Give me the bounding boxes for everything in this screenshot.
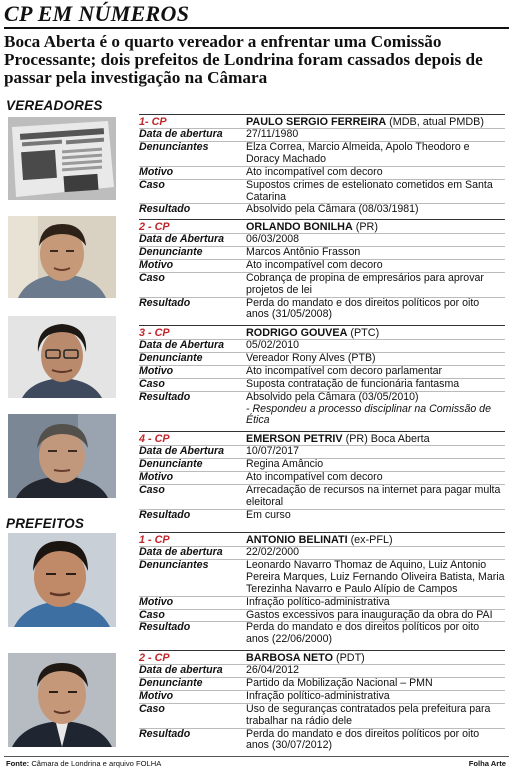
case-card-emerson-petriv bbox=[139, 431, 505, 521]
row-value: Absolvido pela Câmara (08/03/1981) bbox=[246, 203, 419, 216]
row-label: Resultado bbox=[139, 727, 191, 740]
footer-rule bbox=[4, 756, 509, 757]
row-label: Data de Abertura bbox=[139, 339, 224, 351]
section-heading-vereadores: VEREADORES bbox=[6, 98, 103, 113]
row-data-abertura bbox=[139, 233, 505, 246]
party-info: (PR) bbox=[352, 221, 378, 233]
row-resultado bbox=[139, 297, 505, 322]
row-resultado bbox=[139, 391, 505, 428]
person-name: EMERSON PETRIV bbox=[246, 433, 343, 445]
row-caso bbox=[139, 703, 505, 728]
title-rule bbox=[4, 27, 509, 29]
row-value: Ato incompatível com decoro bbox=[246, 165, 383, 178]
row-denunciante bbox=[139, 677, 505, 690]
art-credit: Folha Arte bbox=[468, 759, 506, 768]
person-name: ANTONIO BELINATI bbox=[246, 534, 348, 546]
row-resultado bbox=[139, 621, 505, 646]
row-label: Caso bbox=[139, 271, 165, 284]
row-label: Resultado bbox=[139, 203, 191, 216]
portrait-emerson-petriv bbox=[8, 414, 116, 498]
row-label: Motivo bbox=[139, 470, 174, 483]
row-label: Denunciante bbox=[139, 457, 203, 470]
row-value: Perda do mandato e dos direitos políticos por oito anos (31/05/2008) bbox=[246, 296, 480, 321]
row-value: Absolvido pela Câmara (03/05/2010) bbox=[246, 390, 419, 403]
section-heading-prefeitos: PREFEITOS bbox=[6, 516, 85, 531]
row-label: Motivo bbox=[139, 364, 174, 377]
party-info: (PR) Boca Aberta bbox=[342, 433, 430, 445]
row-value: Supostos crimes de estelionato cometidos em Santa Catarina bbox=[246, 178, 493, 203]
row-value: Infração político-administrativa bbox=[246, 595, 390, 608]
row-caso bbox=[139, 272, 505, 297]
row-label: Motivo bbox=[139, 689, 174, 702]
row-label: Caso bbox=[139, 608, 165, 621]
case-card-paulo-sergio-ferreira bbox=[139, 114, 505, 216]
row-value: Leonardo Navarro Thomaz de Aquino, Luiz Antonio Pereira Marques, Luiz Fernando Oliveira Batista, Maria Terezinha Navarro e Paulo Alípio de Campos bbox=[246, 558, 505, 595]
source-credit bbox=[6, 759, 161, 768]
cp-number: 2 - CP bbox=[139, 652, 170, 664]
row-label: Motivo bbox=[139, 165, 174, 178]
row-value: Perda do mandato e dos direitos políticos por oito anos (22/06/2000) bbox=[246, 621, 480, 646]
row-caso bbox=[139, 378, 505, 391]
row-label: Resultado bbox=[139, 621, 191, 634]
row-value: Marcos Antônio Frasson bbox=[246, 245, 361, 258]
row-value: 06/03/2008 bbox=[246, 233, 300, 245]
case-card-rodrigo-gouvea bbox=[139, 325, 505, 427]
row-value: Cobrança de propina de empresários para aprovar projetos de lei bbox=[246, 271, 484, 296]
row-label: Data de abertura bbox=[139, 664, 223, 676]
case-heading bbox=[139, 431, 505, 445]
row-denunciantes bbox=[139, 141, 505, 166]
row-data-abertura bbox=[139, 339, 505, 352]
cp-number: 1 - CP bbox=[139, 534, 170, 546]
person-name: PAULO SERGIO FERREIRA bbox=[246, 116, 387, 128]
row-value: Suposta contratação de funcionária fantasma bbox=[246, 377, 460, 390]
row-value: Ato incompatível com decoro bbox=[246, 470, 383, 483]
person-name: BARBOSA NETO bbox=[246, 652, 333, 664]
row-denunciante bbox=[139, 352, 505, 365]
row-caso bbox=[139, 484, 505, 509]
row-note: - Respondeu a processo disciplinar na Comissão de Ética bbox=[246, 402, 491, 427]
case-heading bbox=[139, 325, 505, 339]
party-info: (PTC) bbox=[347, 327, 380, 339]
cp-number: 1- CP bbox=[139, 116, 167, 128]
row-value: Elza Correa, Marcio Almeida, Apolo Theodoro e Doracy Machado bbox=[246, 140, 470, 165]
row-label: Data de Abertura bbox=[139, 233, 224, 245]
row-label: Caso bbox=[139, 178, 165, 191]
row-motivo bbox=[139, 365, 505, 378]
row-motivo bbox=[139, 690, 505, 703]
row-denunciantes bbox=[139, 559, 505, 596]
row-motivo bbox=[139, 166, 505, 179]
row-value: Vereador Rony Alves (PTB) bbox=[246, 351, 376, 364]
row-label: Data de Abertura bbox=[139, 445, 224, 457]
row-value: Arrecadação de recursos na internet para pagar multa eleitoral bbox=[246, 483, 501, 508]
person-name: ORLANDO BONILHA bbox=[246, 221, 353, 233]
row-value: Partido da Mobilização Nacional – PMN bbox=[246, 676, 433, 689]
row-value: Infração político-administrativa bbox=[246, 689, 390, 702]
case-heading bbox=[139, 114, 505, 128]
row-value: 27/11/1980 bbox=[246, 128, 299, 140]
cp-number: 3 - CP bbox=[139, 327, 170, 339]
row-data-abertura bbox=[139, 664, 505, 677]
row-data-abertura bbox=[139, 546, 505, 559]
cp-number: 4 - CP bbox=[139, 433, 170, 445]
portrait-rodrigo-gouvea bbox=[8, 316, 116, 398]
row-data-abertura bbox=[139, 128, 505, 141]
row-label: Denunciante bbox=[139, 676, 203, 689]
source-label: Fonte: bbox=[6, 759, 30, 768]
row-resultado bbox=[139, 728, 505, 753]
row-value: 05/02/2010 bbox=[246, 339, 300, 351]
party-info: (ex-PFL) bbox=[347, 534, 393, 546]
row-value: Ato incompatível com decoro parlamentar bbox=[246, 364, 443, 377]
row-label: Caso bbox=[139, 702, 165, 715]
party-info: (MDB, atual PMDB) bbox=[386, 116, 484, 128]
case-card-orlando-bonilha bbox=[139, 219, 505, 321]
portrait-orlando-bonilha bbox=[8, 216, 116, 298]
row-label: Resultado bbox=[139, 296, 191, 309]
row-motivo bbox=[139, 596, 505, 609]
row-label: Data de abertura bbox=[139, 128, 223, 140]
page-title: CP EM NÚMEROS bbox=[4, 1, 190, 26]
row-motivo bbox=[139, 259, 505, 272]
row-label: Caso bbox=[139, 377, 165, 390]
row-value: Perda do mandato e dos direitos políticos por oito anos (30/07/2012) bbox=[246, 727, 480, 752]
row-value: Uso de seguranças contratados pela prefeitura para trabalhar na rádio dele bbox=[246, 702, 491, 727]
row-caso bbox=[139, 609, 505, 622]
row-value: Gastos excessivos para inauguração da obra do PAI bbox=[246, 608, 493, 621]
case-card-antonio-belinati bbox=[139, 532, 505, 646]
person-name: RODRIGO GOUVEA bbox=[246, 327, 348, 339]
row-value: 10/07/2017 bbox=[246, 445, 300, 457]
row-caso bbox=[139, 179, 505, 204]
case-heading bbox=[139, 532, 505, 546]
infographic-header bbox=[4, 2, 509, 87]
party-info: (PDT) bbox=[332, 652, 365, 664]
row-value: Regina Amâncio bbox=[246, 457, 324, 470]
row-value: Ato incompatível com decoro bbox=[246, 258, 383, 271]
portrait-barbosa-neto bbox=[8, 653, 116, 747]
row-label: Denunciantes bbox=[139, 558, 209, 571]
row-label: Resultado bbox=[139, 508, 191, 521]
case-heading bbox=[139, 650, 505, 664]
newspaper-clipping-photo bbox=[8, 117, 116, 200]
row-value: 26/04/2012 bbox=[246, 664, 300, 676]
case-heading bbox=[139, 219, 505, 233]
cp-number: 2 - CP bbox=[139, 221, 170, 233]
footer bbox=[6, 759, 506, 768]
lead-paragraph: Boca Aberta é o quarto vereador a enfrentar uma Comissão Processante; dois prefeitos de Londrina foram cassados depois de passar pela investigação na Câmara bbox=[4, 32, 483, 87]
row-label: Motivo bbox=[139, 258, 174, 271]
row-label: Denunciante bbox=[139, 245, 203, 258]
row-label: Caso bbox=[139, 483, 165, 496]
source-text: Câmara de Londrina e arquivo FOLHA bbox=[29, 759, 162, 768]
case-card-barbosa-neto bbox=[139, 650, 505, 752]
row-motivo bbox=[139, 471, 505, 484]
row-denunciante bbox=[139, 458, 505, 471]
row-value: 22/02/2000 bbox=[246, 546, 300, 558]
row-label: Motivo bbox=[139, 595, 174, 608]
row-value: Em curso bbox=[246, 508, 291, 521]
row-label: Data de abertura bbox=[139, 546, 223, 558]
portrait-antonio-belinati bbox=[8, 533, 116, 627]
row-label: Denunciante bbox=[139, 351, 203, 364]
row-label: Denunciantes bbox=[139, 140, 209, 153]
row-resultado bbox=[139, 203, 505, 216]
row-resultado bbox=[139, 509, 505, 522]
row-label: Resultado bbox=[139, 390, 191, 403]
row-data-abertura bbox=[139, 445, 505, 458]
row-denunciante bbox=[139, 246, 505, 259]
